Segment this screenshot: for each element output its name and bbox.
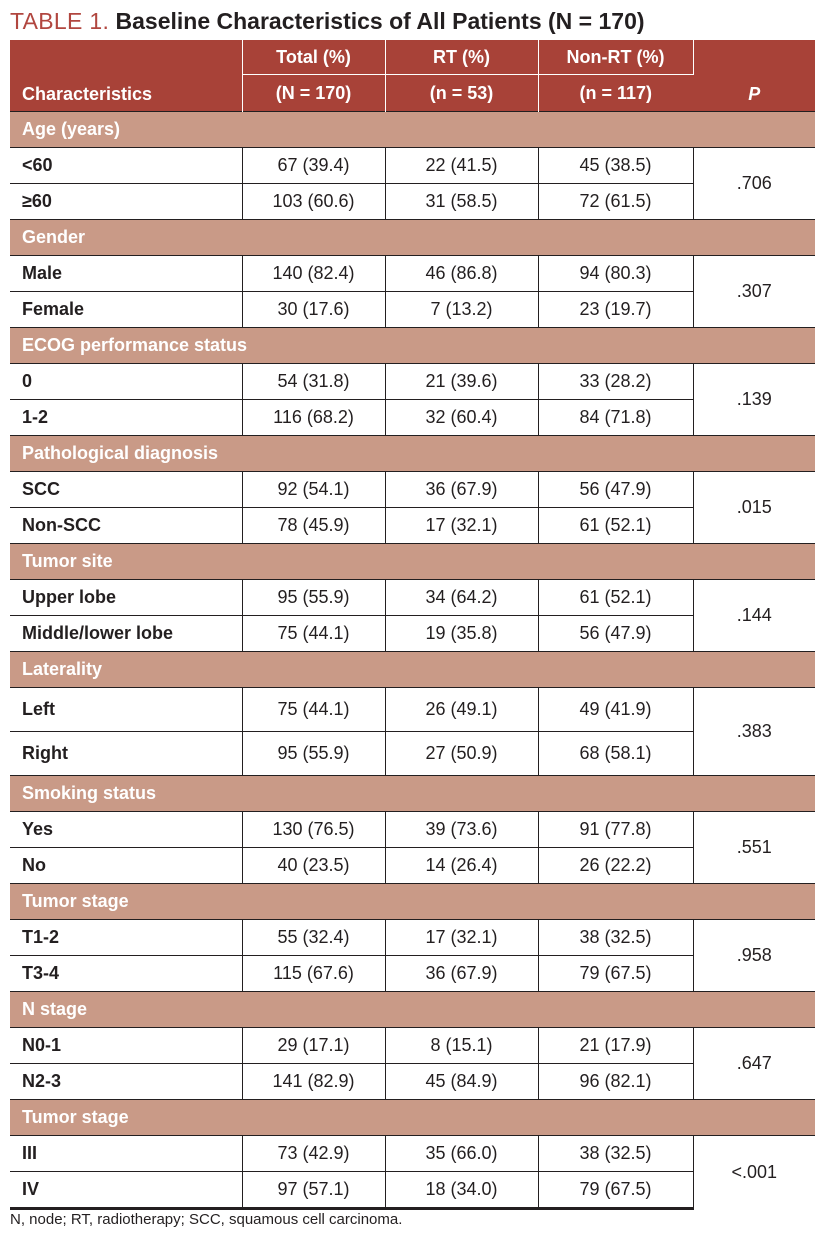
rt-value: 22 (41.5) [385, 148, 538, 184]
section-header [10, 884, 815, 920]
section-header [10, 328, 815, 364]
p-value: .647 [693, 1028, 815, 1100]
rt-value: 8 (15.1) [385, 1028, 538, 1064]
rt-value: 45 (84.9) [385, 1064, 538, 1100]
section-title: Tumor site [10, 544, 815, 580]
section-header [10, 992, 815, 1028]
header-total-n: (N = 170) [242, 75, 385, 112]
p-value: .958 [693, 920, 815, 992]
row-label: ≥60 [10, 184, 242, 220]
total-value: 55 (32.4) [242, 920, 385, 956]
total-value: 75 (44.1) [242, 688, 385, 732]
rt-value: 19 (35.8) [385, 616, 538, 652]
total-value: 67 (39.4) [242, 148, 385, 184]
total-value: 116 (68.2) [242, 400, 385, 436]
row-label: T1-2 [10, 920, 242, 956]
table-caption: Baseline Characteristics of All Patients (N = 170) [115, 8, 645, 34]
non-rt-value: 79 (67.5) [538, 956, 693, 992]
row-label: N0-1 [10, 1028, 242, 1064]
header-rt-n: (n = 53) [385, 75, 538, 112]
section-header [10, 112, 815, 148]
section-header [10, 1100, 815, 1136]
header-p-value: P [693, 40, 815, 112]
total-value: 40 (23.5) [242, 848, 385, 884]
row-label: <60 [10, 148, 242, 184]
total-value: 141 (82.9) [242, 1064, 385, 1100]
row-label: Non-SCC [10, 508, 242, 544]
row-label: SCC [10, 472, 242, 508]
rt-value: 34 (64.2) [385, 580, 538, 616]
row-label: N2-3 [10, 1064, 242, 1100]
header-non-rt-n: (n = 117) [538, 75, 693, 112]
rt-value: 14 (26.4) [385, 848, 538, 884]
section-header [10, 544, 815, 580]
total-value: 95 (55.9) [242, 580, 385, 616]
non-rt-value: 61 (52.1) [538, 580, 693, 616]
table-row [10, 920, 815, 956]
total-value: 29 (17.1) [242, 1028, 385, 1064]
table-body [10, 112, 815, 1209]
p-value: <.001 [693, 1136, 815, 1209]
rt-value: 27 (50.9) [385, 732, 538, 776]
header-non-rt: Non-RT (%) [538, 40, 693, 75]
non-rt-value: 49 (41.9) [538, 688, 693, 732]
table-number: TABLE 1. [10, 8, 110, 34]
rt-value: 7 (13.2) [385, 292, 538, 328]
non-rt-value: 56 (47.9) [538, 472, 693, 508]
section-title: ECOG performance status [10, 328, 815, 364]
table-row [10, 1136, 815, 1172]
non-rt-value: 56 (47.9) [538, 616, 693, 652]
row-label: No [10, 848, 242, 884]
total-value: 95 (55.9) [242, 732, 385, 776]
row-label: III [10, 1136, 242, 1172]
total-value: 92 (54.1) [242, 472, 385, 508]
section-header [10, 436, 815, 472]
baseline-characteristics-table [10, 40, 815, 1210]
rt-value: 18 (34.0) [385, 1172, 538, 1209]
non-rt-value: 26 (22.2) [538, 848, 693, 884]
row-label: T3-4 [10, 956, 242, 992]
table-row [10, 364, 815, 400]
section-title: Tumor stage [10, 1100, 815, 1136]
row-label: 1-2 [10, 400, 242, 436]
total-value: 130 (76.5) [242, 812, 385, 848]
section-title: Pathological diagnosis [10, 436, 815, 472]
rt-value: 21 (39.6) [385, 364, 538, 400]
rt-value: 46 (86.8) [385, 256, 538, 292]
row-label: Left [10, 688, 242, 732]
rt-value: 36 (67.9) [385, 956, 538, 992]
non-rt-value: 68 (58.1) [538, 732, 693, 776]
non-rt-value: 33 (28.2) [538, 364, 693, 400]
non-rt-value: 79 (67.5) [538, 1172, 693, 1209]
non-rt-value: 38 (32.5) [538, 1136, 693, 1172]
section-title: Tumor stage [10, 884, 815, 920]
section-title: Laterality [10, 652, 815, 688]
non-rt-value: 23 (19.7) [538, 292, 693, 328]
section-header [10, 776, 815, 812]
p-value: .551 [693, 812, 815, 884]
row-label: Female [10, 292, 242, 328]
header-characteristics: Characteristics [10, 40, 242, 112]
row-label: Yes [10, 812, 242, 848]
total-value: 30 (17.6) [242, 292, 385, 328]
p-value: .307 [693, 256, 815, 328]
rt-value: 17 (32.1) [385, 920, 538, 956]
rt-value: 17 (32.1) [385, 508, 538, 544]
non-rt-value: 21 (17.9) [538, 1028, 693, 1064]
non-rt-value: 94 (80.3) [538, 256, 693, 292]
non-rt-value: 72 (61.5) [538, 184, 693, 220]
rt-value: 36 (67.9) [385, 472, 538, 508]
table-row [10, 688, 815, 732]
total-value: 75 (44.1) [242, 616, 385, 652]
section-title: Smoking status [10, 776, 815, 812]
table-title [10, 4, 645, 38]
total-value: 78 (45.9) [242, 508, 385, 544]
total-value: 115 (67.6) [242, 956, 385, 992]
row-label: IV [10, 1172, 242, 1209]
non-rt-value: 96 (82.1) [538, 1064, 693, 1100]
table-row [10, 1028, 815, 1064]
section-header [10, 652, 815, 688]
non-rt-value: 91 (77.8) [538, 812, 693, 848]
rt-value: 35 (66.0) [385, 1136, 538, 1172]
row-label: Right [10, 732, 242, 776]
table-row [10, 472, 815, 508]
p-value: .706 [693, 148, 815, 220]
total-value: 140 (82.4) [242, 256, 385, 292]
rt-value: 26 (49.1) [385, 688, 538, 732]
table-row [10, 580, 815, 616]
footnote: N, node; RT, radiotherapy; SCC, squamous cell carcinoma. [10, 1211, 403, 1228]
non-rt-value: 38 (32.5) [538, 920, 693, 956]
rt-value: 39 (73.6) [385, 812, 538, 848]
p-value: .144 [693, 580, 815, 652]
non-rt-value: 84 (71.8) [538, 400, 693, 436]
total-value: 73 (42.9) [242, 1136, 385, 1172]
header-total: Total (%) [242, 40, 385, 75]
non-rt-value: 61 (52.1) [538, 508, 693, 544]
total-value: 97 (57.1) [242, 1172, 385, 1209]
non-rt-value: 45 (38.5) [538, 148, 693, 184]
row-label: Middle/lower lobe [10, 616, 242, 652]
row-label: Upper lobe [10, 580, 242, 616]
section-title: Gender [10, 220, 815, 256]
table-row [10, 148, 815, 184]
total-value: 54 (31.8) [242, 364, 385, 400]
row-label: 0 [10, 364, 242, 400]
section-header [10, 220, 815, 256]
rt-value: 31 (58.5) [385, 184, 538, 220]
rt-value: 32 (60.4) [385, 400, 538, 436]
table-row [10, 256, 815, 292]
p-value: .383 [693, 688, 815, 776]
section-title: N stage [10, 992, 815, 1028]
p-value: .139 [693, 364, 815, 436]
p-value: .015 [693, 472, 815, 544]
total-value: 103 (60.6) [242, 184, 385, 220]
section-title: Age (years) [10, 112, 815, 148]
table-row [10, 812, 815, 848]
row-label: Male [10, 256, 242, 292]
header-rt: RT (%) [385, 40, 538, 75]
